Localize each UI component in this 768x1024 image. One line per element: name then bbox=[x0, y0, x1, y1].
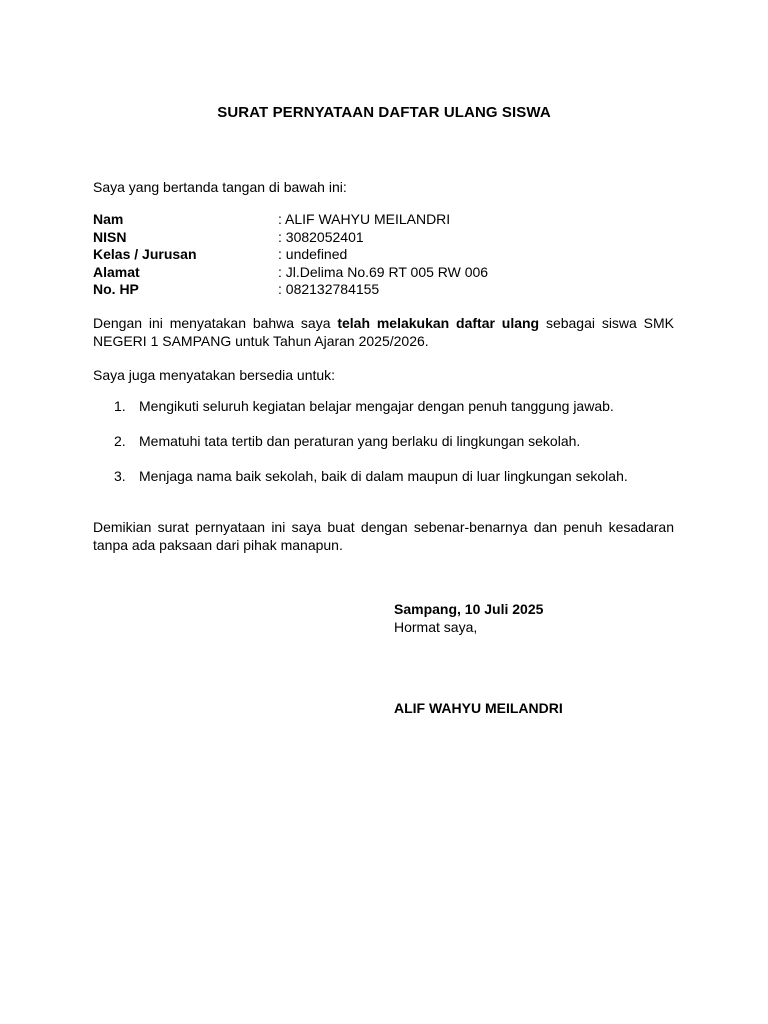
statement-text-bold: telah melakukan daftar ulang bbox=[337, 315, 540, 331]
list-item bbox=[114, 397, 694, 432]
statement-paragraph bbox=[93, 314, 674, 350]
intro-text: Saya yang bertanda tangan di bawah ini: bbox=[93, 179, 347, 195]
list-item-text: Mengikuti seluruh kegiatan belajar mengajar dengan penuh tanggung jawab. bbox=[139, 398, 614, 414]
signature-salutation: Hormat saya, bbox=[394, 619, 478, 635]
field-label: NISN bbox=[93, 228, 127, 245]
list-item-number: 3. bbox=[114, 468, 126, 484]
signature-name: ALIF WAHYU MEILANDRI bbox=[394, 700, 563, 716]
field-row-address bbox=[93, 264, 488, 282]
signature-block bbox=[394, 600, 543, 636]
statement-text-after: sebagai siswa SMK NEGERI 1 SAMPANG untuk Tahun Ajaran 2025/2026. bbox=[93, 315, 674, 349]
statement-text-before: Dengan ini menyatakan bahwa saya bbox=[93, 315, 338, 331]
list-item-number: 2. bbox=[114, 433, 126, 449]
list-item-text: Mematuhi tata tertib dan peraturan yang berlaku di lingkungan sekolah. bbox=[139, 433, 581, 449]
field-label: Nam bbox=[93, 211, 124, 227]
field-row-class bbox=[93, 246, 488, 264]
closing-paragraph: Demikian surat pernyataan ini saya buat dengan sebenar-benarnya dan penuh kesadaran tanpa ada paksaan dari pihak manapun. bbox=[93, 519, 674, 553]
signature-place-date: Sampang, 10 Juli 2025 bbox=[394, 601, 544, 617]
list-item bbox=[114, 432, 694, 467]
field-row-phone bbox=[93, 281, 488, 299]
commitment-list bbox=[114, 397, 694, 502]
field-value: : 082132784155 bbox=[278, 281, 380, 297]
field-label: Kelas / Jurusan bbox=[93, 246, 197, 262]
list-item-number: 1. bbox=[114, 398, 126, 414]
field-value: : 3082052401 bbox=[278, 228, 364, 245]
field-value: : undefined bbox=[278, 246, 348, 262]
list-item-text: Menjaga nama baik sekolah, baik di dalam maupun di luar lingkungan sekolah. bbox=[139, 468, 628, 484]
field-label: Alamat bbox=[93, 263, 140, 280]
field-row-name bbox=[93, 211, 488, 229]
commitment-intro: Saya juga menyatakan bersedia untuk: bbox=[93, 367, 336, 383]
field-label: No. HP bbox=[93, 281, 139, 297]
student-fields bbox=[93, 211, 488, 299]
document-title: SURAT PERNYATAAN DAFTAR ULANG SISWA bbox=[217, 104, 551, 121]
list-item bbox=[114, 467, 694, 502]
field-value: : Jl.Delima No.69 RT 005 RW 006 bbox=[278, 263, 489, 280]
field-row-nisn bbox=[93, 229, 488, 247]
field-value: : ALIF WAHYU MEILANDRI bbox=[278, 211, 451, 227]
